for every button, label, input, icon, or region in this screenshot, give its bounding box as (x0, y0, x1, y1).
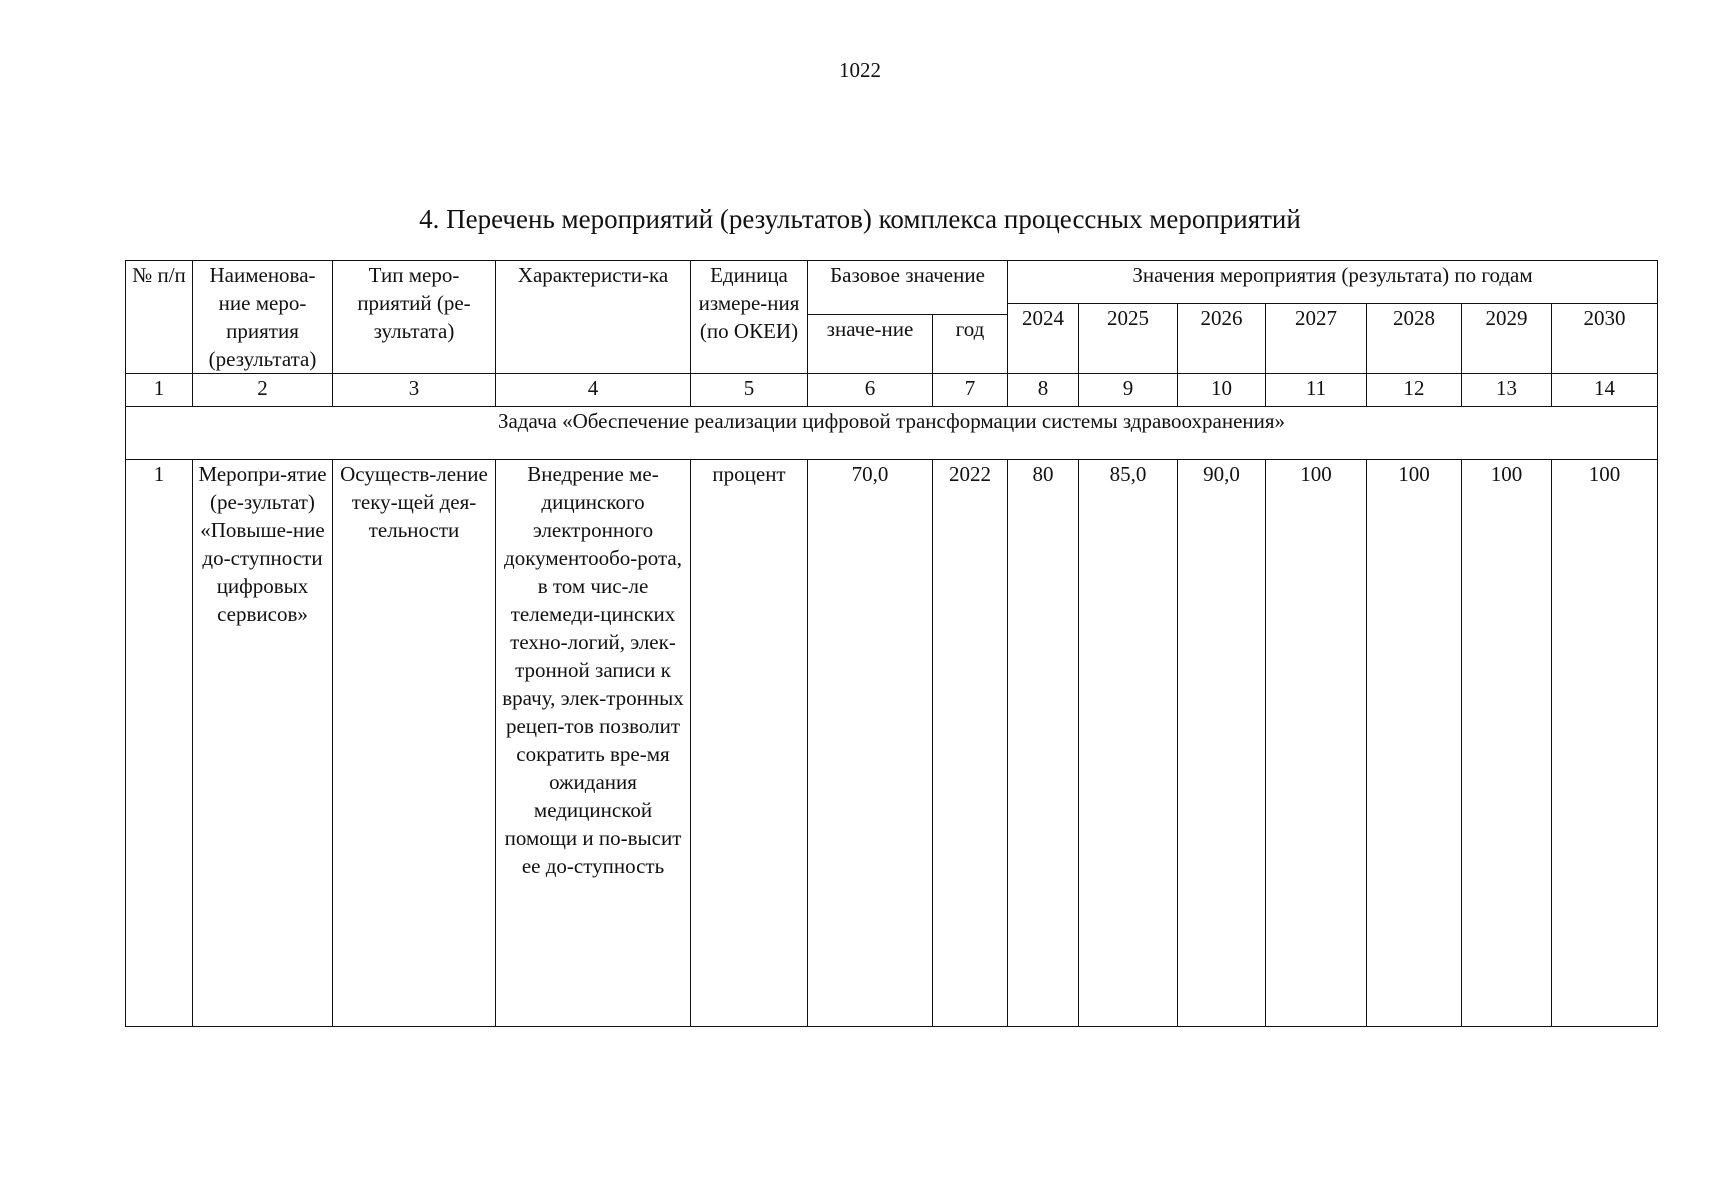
column-number: 13 (1462, 374, 1552, 407)
cell-value-2028: 100 (1367, 460, 1462, 1027)
column-number: 11 (1266, 374, 1367, 407)
column-numbers-row (126, 374, 1658, 407)
header-year-2028: 2028 (1367, 304, 1462, 374)
column-number: 1 (126, 374, 193, 407)
header-base-value (808, 261, 1008, 315)
cell-value-2029: 100 (1462, 460, 1552, 1027)
header-num-label: № п/п (132, 263, 186, 287)
header-base-value-year: год (933, 315, 1008, 374)
column-number: 4 (496, 374, 691, 407)
cell-value-2030: 100 (1552, 460, 1658, 1027)
cell-characteristic: Внедрение ме-дицинского электронного документообо-рота, в том чис-ле телемеди-цинских техно-логий, элек-тронной записи к врачу, элек-тронных рецеп-тов позволит сократить вре-мя ожидания медицинской помощи и по-высит ее до-ступность (496, 460, 691, 1027)
cell-num: 1 (126, 460, 193, 1027)
header-year-2025: 2025 (1079, 304, 1178, 374)
cell-value-2025: 85,0 (1079, 460, 1178, 1027)
header-characteristic (496, 261, 691, 374)
header-base-value-value: значе-ние (808, 315, 933, 374)
header-unit (691, 261, 808, 374)
cell-value-2026: 90,0 (1178, 460, 1266, 1027)
cell-unit: процент (691, 460, 808, 1027)
header-year-2024: 2024 (1008, 304, 1079, 374)
column-number: 2 (193, 374, 333, 407)
task-row (126, 407, 1658, 460)
cell-base-year: 2022 (933, 460, 1008, 1027)
header-num (126, 261, 193, 374)
header-year-2027: 2027 (1266, 304, 1367, 374)
header-values-by-years (1008, 261, 1658, 304)
column-number: 5 (691, 374, 808, 407)
events-table (125, 260, 1658, 1027)
header-characteristic-label: Характеристи-ка (517, 263, 669, 287)
column-number: 6 (808, 374, 933, 407)
column-number: 10 (1178, 374, 1266, 407)
header-year-2029: 2029 (1462, 304, 1552, 374)
header-type (333, 261, 496, 374)
cell-value-2027: 100 (1266, 460, 1367, 1027)
page-number: 1022 (839, 58, 881, 82)
column-number: 3 (333, 374, 496, 407)
cell-type: Осуществ-ление теку-щей дея-тельности (333, 460, 496, 1027)
header-year-2026: 2026 (1178, 304, 1266, 374)
header-unit-label: Единица измере-ния (по ОКЕИ) (698, 263, 800, 343)
column-number: 9 (1079, 374, 1178, 407)
column-number: 7 (933, 374, 1008, 407)
header-type-label: Тип меро-приятий (ре-зультата) (357, 263, 471, 343)
cell-name: Меропри-ятие (ре-зультат) «Повыше-ние до-ступности цифровых сервисов» (193, 460, 333, 1027)
task-title: Задача «Обеспечение реализации цифровой трансформации системы здравоохранения» (126, 407, 1658, 460)
document-title: 4. Перечень мероприятий (результатов) комплекса процессных мероприятий (419, 204, 1301, 234)
header-values-by-years-label: Значения мероприятия (результата) по годам (1132, 263, 1533, 287)
header-year-2030: 2030 (1552, 304, 1658, 374)
table-row (126, 460, 1658, 1027)
column-number: 8 (1008, 374, 1079, 407)
header-base-value-label: Базовое значение (830, 263, 985, 287)
header-name-label: Наименова-ние меро-приятия (результата) (208, 263, 317, 371)
cell-base-value: 70,0 (808, 460, 933, 1027)
cell-value-2024: 80 (1008, 460, 1079, 1027)
column-number: 12 (1367, 374, 1462, 407)
header-name (193, 261, 333, 374)
column-number: 14 (1552, 374, 1658, 407)
